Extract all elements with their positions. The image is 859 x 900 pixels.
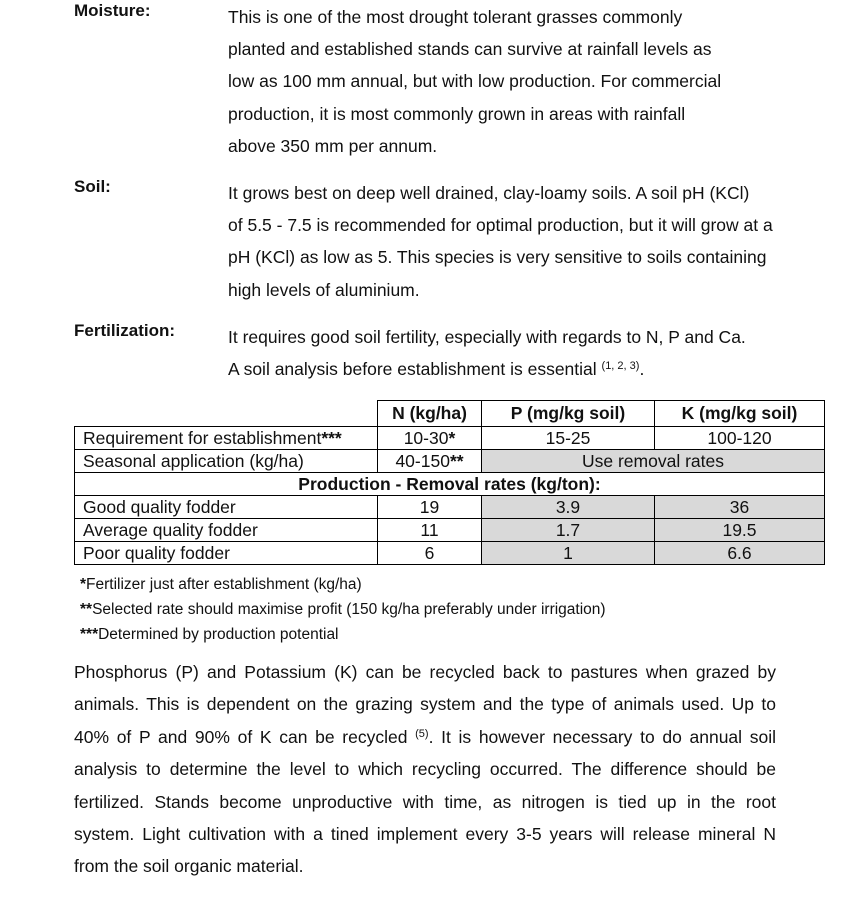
table-row — [75, 450, 825, 473]
cell-k: 100-120 — [655, 427, 825, 450]
footnote-text: Determined by production potential — [98, 626, 339, 643]
paragraph-line: fertilized. Stands become unproductive with time, as nitrogen is tied up in the root — [74, 791, 776, 812]
citation-ref: (5) — [415, 727, 429, 740]
table-header-row — [75, 401, 825, 427]
fertilization-line: It requires good soil fertility, especially with regards to N, P and Ca. — [228, 327, 746, 347]
moisture-line: This is one of the most drought tolerant grasses commonly — [228, 7, 683, 27]
paragraph-line-text: . It is however necessary to do annual soil — [428, 726, 776, 747]
footnote-mark: *** — [80, 626, 99, 643]
fertilization-line — [228, 353, 814, 385]
cell-k: 6.6 — [655, 542, 825, 565]
cell-n: 19 — [378, 496, 482, 519]
cell-p: 3.9 — [482, 496, 655, 519]
footnote-text: Fertilizer just after establishment (kg/ha) — [86, 576, 362, 593]
header-k: K (mg/kg soil) — [655, 401, 825, 427]
row-label: Average quality fodder — [75, 519, 378, 542]
soil-line: of 5.5 - 7.5 is recommended for optimal production, but it will grow at a — [228, 215, 773, 236]
nutrient-table — [74, 400, 825, 565]
cell-n: 11 — [378, 519, 482, 542]
table-section-row — [75, 473, 825, 496]
footnote — [80, 600, 606, 620]
footnote-text: Selected rate should maximise profit (150 kg/ha preferably under irrigation) — [92, 601, 606, 618]
citation-ref: (1, 2, 3) — [601, 360, 640, 373]
moisture-line: production, it is most commonly grown in areas with rainfall — [228, 103, 686, 124]
fertilization-label: Fertilization: — [74, 321, 176, 340]
footnote-mark: * — [448, 428, 456, 448]
footnote — [80, 625, 339, 645]
table-row — [75, 427, 825, 450]
footnote-mark: * — [80, 576, 87, 593]
cell-p: 1 — [482, 542, 655, 565]
table-row — [75, 496, 825, 519]
paragraph-line: system. Light cultivation with a tined implement every 3-5 years will release mineral N — [74, 824, 776, 845]
fertilization-text — [228, 321, 814, 385]
row-label: Good quality fodder — [75, 496, 378, 519]
paragraph-line-text: 40% of P and 90% of K can be recycled — [74, 726, 416, 747]
soil-text — [228, 177, 814, 306]
cell-k: 19.5 — [655, 519, 825, 542]
cell-n: 40-150** — [378, 450, 482, 473]
recycling-paragraph — [74, 656, 776, 883]
requirement-label: Requirement for establishment*** — [83, 428, 342, 448]
soil-line: pH (KCl) as low as 5. This species is very sensitive to soils containing — [228, 247, 767, 268]
paragraph-line — [74, 721, 776, 753]
cell-n: 6 — [378, 542, 482, 565]
fertilization-line-text: A soil analysis before establishment is essential — [228, 359, 602, 380]
table-corner — [75, 401, 378, 427]
table-row — [75, 519, 825, 542]
fertilization-line-end: . — [639, 359, 645, 380]
footnote-mark: ** — [449, 451, 464, 471]
paragraph-line: animals. This is dependent on the grazing system and the type of animals used. Up to — [74, 694, 776, 715]
cell-pk: Use removal rates — [482, 450, 825, 473]
soil-line: It grows best on deep well drained, clay-loamy soils. A soil pH (KCl) — [228, 183, 750, 203]
cell-p: 1.7 — [482, 519, 655, 542]
paragraph-line: from the soil organic material. — [74, 856, 304, 877]
header-n: N (kg/ha) — [378, 401, 482, 427]
row-label: Seasonal application (kg/ha) — [75, 450, 378, 473]
table-row — [75, 542, 825, 565]
soil-line: high levels of aluminium. — [228, 279, 420, 300]
footnote-mark: ** — [80, 601, 93, 618]
soil-label: Soil: — [74, 177, 111, 196]
moisture-label: Moisture: — [74, 1, 151, 20]
moisture-line: planted and established stands can survive at rainfall levels as — [228, 39, 712, 60]
row-label — [75, 427, 378, 450]
cell-p: 15-25 — [482, 427, 655, 450]
header-p: P (mg/kg soil) — [482, 401, 655, 427]
footnote — [80, 575, 362, 595]
paragraph-line: analysis to determine the level to which recycling occurred. The difference should be — [74, 759, 776, 780]
moisture-line: above 350 mm per annum. — [228, 135, 438, 156]
cell-k: 36 — [655, 496, 825, 519]
footnote-mark: *** — [321, 428, 342, 448]
row-label: Poor quality fodder — [75, 542, 378, 565]
moisture-text — [228, 1, 814, 162]
paragraph-line: Phosphorus (P) and Potassium (K) can be recycled back to pastures when grazed by — [74, 662, 776, 682]
moisture-line: low as 100 mm annual, but with low production. For commercial — [228, 71, 722, 92]
cell-n: 10-30* — [378, 427, 482, 450]
production-header: Production - Removal rates (kg/ton): — [75, 473, 825, 496]
